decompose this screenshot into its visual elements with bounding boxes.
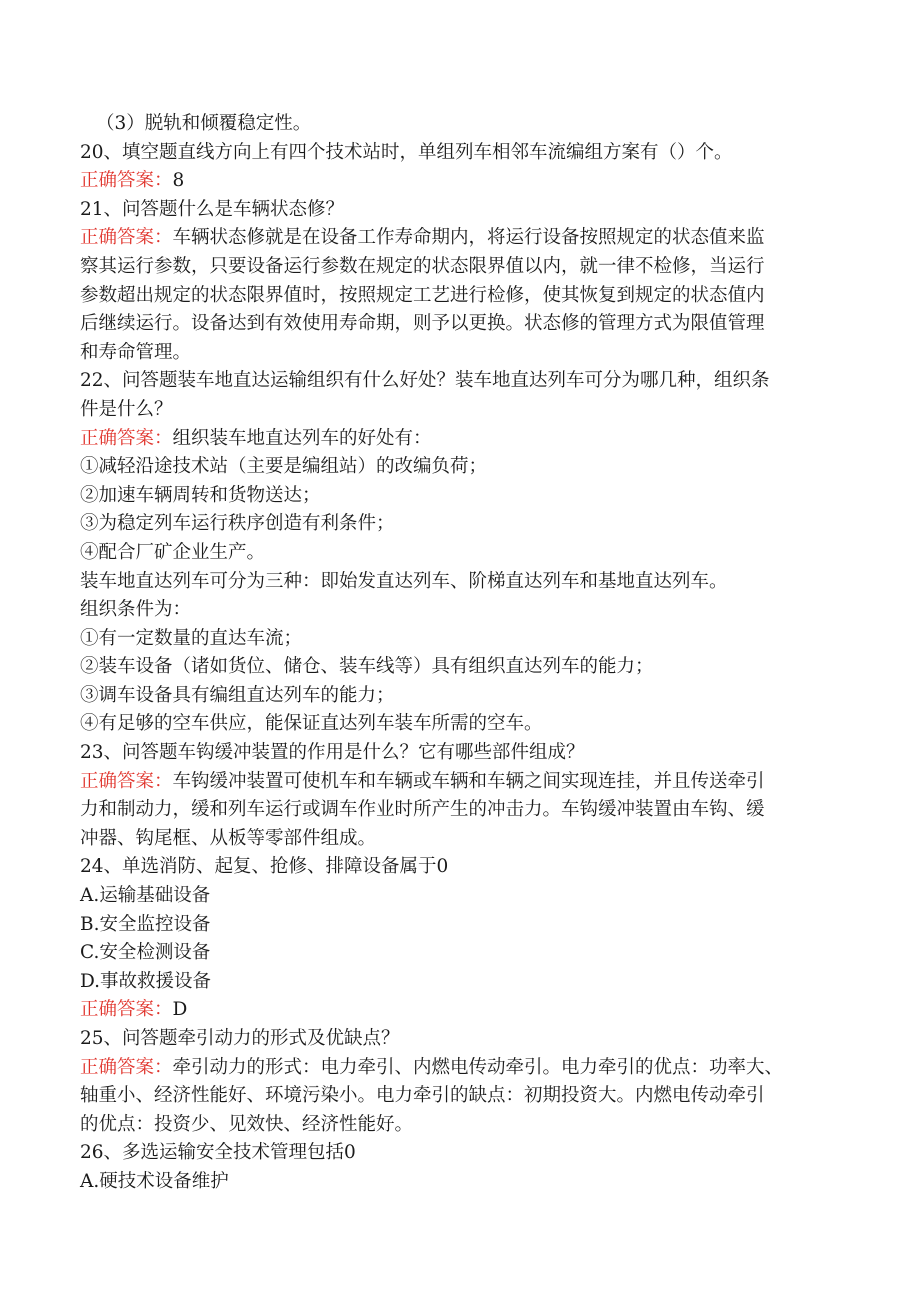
answer-value: D (172, 999, 188, 1021)
answer-21-line-4: 后继续运行。设备达到有效使用寿命期，则予以更换。状态修的管理方式为限值管理 (80, 313, 765, 335)
answer-label: 正确答案： (80, 227, 173, 249)
answer-21-line-2: 察其运行参数，只要设备运行参数在规定的状态限界值以内，就一律不检修，当运行 (80, 255, 765, 277)
answer-24 (80, 996, 840, 1025)
answer-22-line-10: ③调车设备具有编组直达列车的能力； (80, 684, 395, 706)
question-22-line-1: 22、问答题装车地直达运输组织有什么好处？装车地直达列车可分为哪几种，组织条 (80, 370, 770, 392)
answer-21-line-5: 和寿命管理。 (80, 341, 192, 363)
answer-25-line-2: 轴重小、经济性能好、环境污染小。电力牵引的缺点：初期投资大。内燃电传动牵引 (80, 1085, 765, 1107)
question-20: 20、填空题直线方向上有四个技术站时，单组列车相邻车流编组方案有（）个。 (80, 141, 733, 163)
answer-text: 车钩缓冲装置可使机车和车辆或车辆和车辆之间实现连挂，并且传送牵引 (172, 770, 765, 792)
answer-label: 正确答案： (80, 170, 173, 192)
question-25: 25、问答题牵引动力的形式及优缺点？ (80, 1028, 400, 1049)
answer-23-line-2: 力和制动力，缓和列车运行或调车作业时所产生的冲击力。车钩缓冲装置由车钩、缓 (80, 799, 765, 821)
option-a: A.硬技术设备维护 (80, 1170, 229, 1192)
answer-22-line-7: 组织条件为： (80, 599, 192, 621)
answer-22-line-9: ②装车设备（诸如货位、储仓、装车线等）具有组织直达列车的能力； (80, 656, 654, 678)
document-body (80, 110, 840, 1197)
answer-25-line-1 (80, 1054, 840, 1083)
answer-25-line-3: 的优点：投资少、见效快、经济性能好。 (80, 1113, 414, 1135)
option-b: B.安全监控设备 (80, 913, 211, 935)
question-21: 21、问答题什么是车辆状态修？ (80, 198, 345, 220)
answer-text: 车辆状态修就是在设备工作寿命期内，将运行设备按照规定的状态值来监 (172, 227, 765, 249)
answer-22-line-5: ④配合厂矿企业生产。 (80, 541, 266, 563)
answer-23-line-3: 冲器、钩尾框、从板等零部件组成。 (80, 827, 377, 849)
answer-label: 正确答案： (80, 427, 173, 449)
answer-22-line-4: ③为稳定列车运行秩序创造有利条件； (80, 513, 395, 535)
answer-22-line-8: ①有一定数量的直达车流； (80, 627, 303, 649)
option-c: C.安全检测设备 (80, 942, 211, 964)
answer-22-line-2: ①减轻沿途技术站（主要是编组站）的改编负荷； (80, 456, 488, 478)
answer-value: 8 (172, 170, 185, 192)
answer-text: 牵引动力的形式：电力牵引、内燃电传动牵引。电力牵引的优点：功率大、 (172, 1056, 784, 1078)
question-24: 24、单选消防、起复、抢修、排障设备属于0 (80, 856, 449, 878)
question-23: 23、问答题车钩缓冲装置的作用是什么？它有哪些部件组成？ (80, 742, 585, 764)
answer-22-line-3: ②加速车辆周转和货物送达； (80, 484, 321, 506)
answer-label: 正确答案： (80, 770, 173, 792)
answer-20 (80, 167, 840, 196)
answer-21-line-1 (80, 224, 840, 253)
question-26: 26、多选运输安全技术管理包括0 (80, 1142, 356, 1164)
answer-22-line-6: 装车地直达列车可分为三种：即始发直达列车、阶梯直达列车和基地直达列车。 (80, 570, 728, 592)
answer-label: 正确答案： (80, 1056, 173, 1078)
question-22-line-2: 件是什么？ (80, 398, 173, 420)
option-d: D.事故救援设备 (80, 970, 212, 992)
answer-label: 正确答案： (80, 999, 173, 1021)
answer-text: 组织装车地直达列车的好处有： (172, 427, 432, 449)
answer-22-line-1 (80, 425, 840, 454)
option-a: A.运输基础设备 (80, 885, 211, 907)
answer-23-line-1 (80, 768, 840, 797)
answer-21-line-3: 参数超出规定的状态限界值时，按照规定工艺进行检修，使其恢复到规定的状态值内 (80, 284, 765, 306)
answer-22-line-11: ④有足够的空车供应，能保证直达列车装车所需的空车。 (80, 713, 543, 735)
answer-continuation-line: （3）脱轨和倾覆稳定性。 (96, 113, 312, 134)
